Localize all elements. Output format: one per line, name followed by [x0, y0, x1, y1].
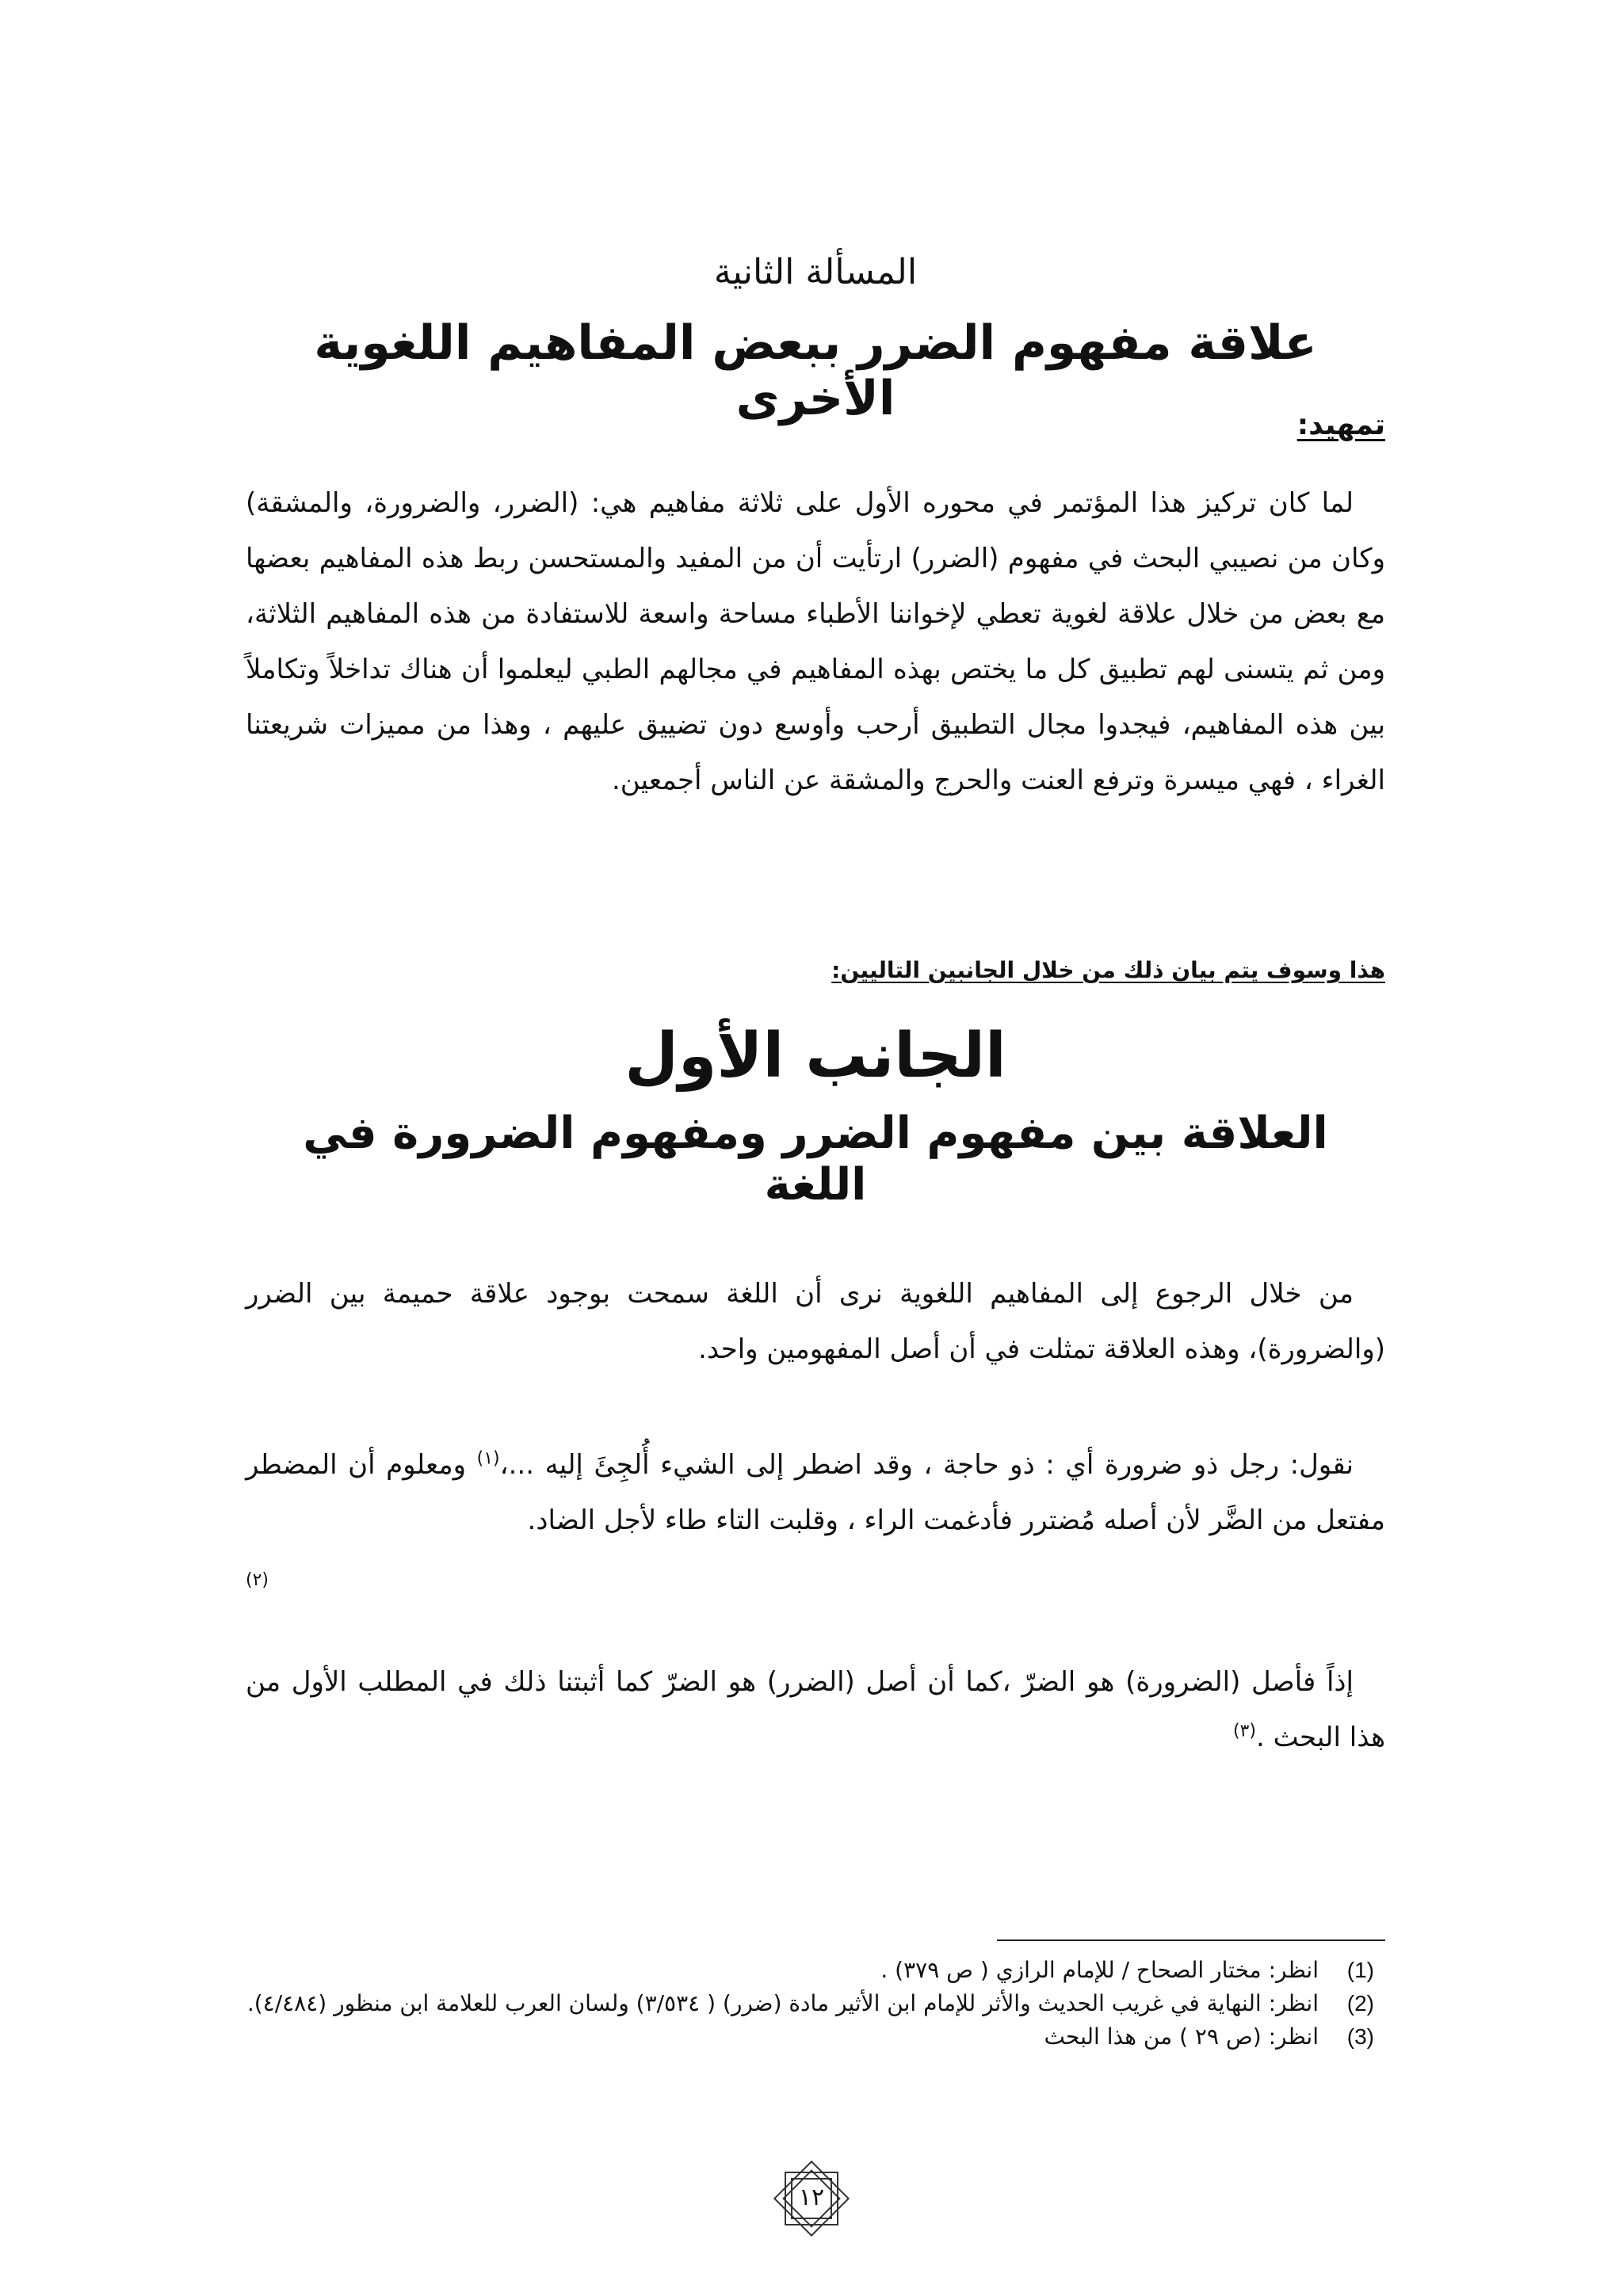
footnotes-list	[246, 1957, 1385, 2057]
footnote-text: انظر: مختار الصحاح / للإمام الرازي ( ص ٣٧٩) .	[880, 1957, 1319, 1983]
section-subtitle: العلاقة بين مفهوم الضرر ومفهوم الضرورة في اللغة	[303, 1108, 1328, 1211]
footnote-ref-1[interactable]: (١)	[476, 1448, 500, 1469]
section-title: الجانب الأول	[624, 1020, 1006, 1092]
footnote-ref-2[interactable]: (٢)	[246, 1570, 269, 1590]
section-paragraph-3-text: إذاً فأصل (الضرورة) هو الضرّ ،كما أن أصل (الضرر) هو الضرّ كما أثبتنا ذلك في المطلب الأول من هذا البحث .	[246, 1666, 1385, 1753]
section-paragraph-1: من خلال الرجوع إلى المفاهيم اللغوية نرى أن اللغة سمحت بوجود علاقة حميمة بين الضرر (والضرورة)، وهذه العلاقة تمثلت في أن أصل المفهومين واحد.	[246, 1278, 1385, 1365]
issue-subtitle: المسألة الثانية	[713, 252, 918, 292]
sections-subheading: هذا وسوف يتم بيان ذلك من خلال الجانبين التاليين:	[831, 957, 1385, 983]
footnote-text: انظر: النهاية في غريب الحديث والأثر للإمام ابن الأثير مادة (ضرر) ( ٣/٥٣٤) ولسان العرب للعلامة ابن منظور (٤/٤٨٤).	[246, 1990, 1319, 2016]
footnote-number: (2)	[1346, 1991, 1374, 2016]
section-paragraph-2-text-b: ومعلوم أن المضطر مفتعل من الضَّر لأن أصله مُضترر فأدغمت الراء ، وقلبت التاء طاء لأجل الضاد.	[246, 1449, 1385, 1536]
section-paragraph-3	[246, 1654, 1385, 1765]
footnote-item	[246, 1990, 1385, 2017]
page-number-ornament	[768, 2155, 855, 2242]
footnote-item	[246, 1957, 1385, 1984]
footnote-ref-3[interactable]: (٣)	[1232, 1721, 1256, 1741]
section-paragraph-2	[246, 1437, 1385, 1548]
page-number: ١٢	[798, 2183, 825, 2211]
page-title: علاقة مفهوم الضرر ببعض المفاهيم اللغوية الأخرى	[314, 315, 1317, 426]
footnote-number: (3)	[1346, 2024, 1374, 2049]
footnote-item	[246, 2023, 1385, 2050]
footnote-text: انظر: (ص ٢٩ ) من هذا البحث	[1044, 2023, 1319, 2050]
intro-heading: تمهيد:	[1296, 409, 1385, 441]
document-page	[246, 0, 1385, 2296]
footnote-divider	[997, 1939, 1385, 1941]
intro-paragraph: لما كان تركيز هذا المؤتمر في محوره الأول على ثلاثة مفاهيم هي: (الضرر، والضرورة، والمشقة) وكان من نصيبي البحث في مفهوم (الضرر) ارتأيت أن من المفيد والمستحسن ربط هذه المفاهيم بعضها مع بعض من خلال علاقة لغوية تعطي لإخواننا الأطباء مساحة واسعة للاستفادة من هذه المفاهيم الثلاثة، ومن ثم يتسنى لهم تطبيق كل ما يختص بهذه المفاهيم في مجالهم الطبي ليعلموا أن هناك تداخلاً وتكاملاً بين هذه المفاهيم، فيجدوا مجال التطبيق أرحب وأوسع دون تضييق عليهم ، وهذا من مميزات شريعتنا الغراء ، فهي ميسرة وترفع العنت والحرج والمشقة عن الناس أجمعين.	[246, 487, 1385, 796]
footnote-number: (1)	[1346, 1958, 1374, 1982]
section-paragraph-2-text-a: نقول: رجل ذو ضرورة أي : ذو حاجة ، وقد اضطر إلى الشيء أُلجِئَ إليه ...،	[499, 1449, 1354, 1481]
